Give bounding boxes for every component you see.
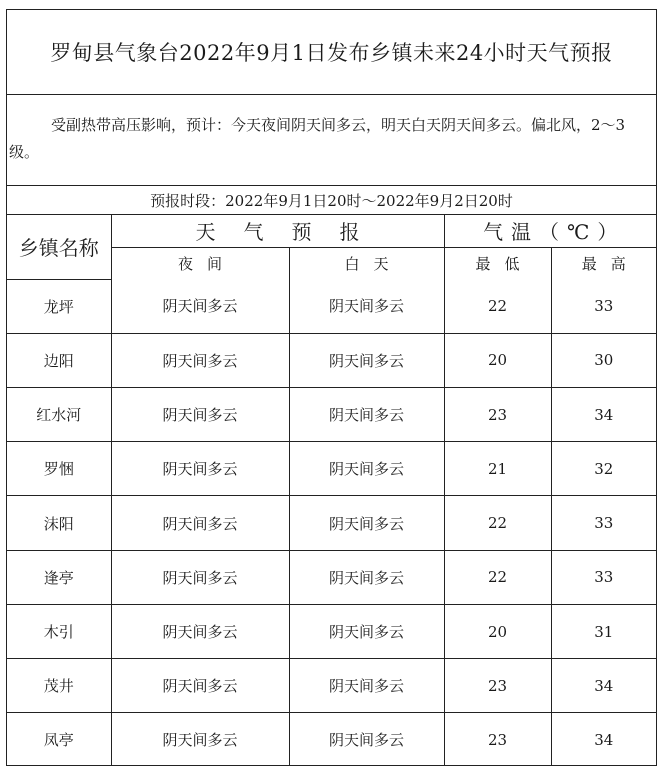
min-temp-cell: 23 <box>444 659 551 713</box>
min-temp-cell: 22 <box>444 496 551 550</box>
max-temp-cell: 34 <box>551 659 656 713</box>
night-forecast-cell: 阴天间多云 <box>111 550 289 604</box>
night-forecast-cell: 阴天间多云 <box>111 387 289 441</box>
header-temperature-group: 气温（℃） <box>444 214 656 247</box>
min-temp-cell: 21 <box>444 442 551 496</box>
table-row <box>7 279 656 333</box>
table-row <box>7 659 656 713</box>
day-forecast-cell: 阴天间多云 <box>289 387 444 441</box>
day-forecast-cell: 阴天间多云 <box>289 550 444 604</box>
forecast-table <box>7 214 656 766</box>
divider <box>7 94 656 95</box>
min-temp-cell: 23 <box>444 387 551 441</box>
night-forecast-cell: 阴天间多云 <box>111 713 289 766</box>
header-forecast-group: 天气预报 <box>111 214 444 247</box>
max-temp-cell: 32 <box>551 442 656 496</box>
table-row <box>7 442 656 496</box>
max-temp-cell: 30 <box>551 333 656 387</box>
forecast-summary: 受副热带高压影响，预计：今天夜间阴天间多云，明天白天阴天间多云。偏北风，2～3级。 <box>9 116 626 161</box>
town-cell: 凤亭 <box>7 713 111 766</box>
min-temp-cell: 20 <box>444 604 551 658</box>
town-cell: 红水河 <box>7 387 111 441</box>
day-forecast-cell: 阴天间多云 <box>289 496 444 550</box>
forecast-period: 预报时段：2022年9月1日20时～2022年9月2日20时 <box>150 191 513 210</box>
min-temp-cell: 22 <box>444 550 551 604</box>
max-temp-cell: 31 <box>551 604 656 658</box>
page-title: 罗甸县气象台2022年9月1日发布乡镇未来24小时天气预报 <box>50 41 613 65</box>
table-row <box>7 333 656 387</box>
table-row <box>7 713 656 766</box>
day-forecast-cell: 阴天间多云 <box>289 279 444 333</box>
table-row <box>7 604 656 658</box>
max-temp-cell: 33 <box>551 550 656 604</box>
table-row <box>7 496 656 550</box>
header-day: 白天 <box>289 247 444 279</box>
day-forecast-cell: 阴天间多云 <box>289 604 444 658</box>
day-forecast-cell: 阴天间多云 <box>289 659 444 713</box>
town-cell: 茂井 <box>7 659 111 713</box>
day-forecast-cell: 阴天间多云 <box>289 333 444 387</box>
night-forecast-cell: 阴天间多云 <box>111 659 289 713</box>
min-temp-cell: 22 <box>444 279 551 333</box>
town-cell: 罗悃 <box>7 442 111 496</box>
min-temp-cell: 23 <box>444 713 551 766</box>
header-min-temp: 最低 <box>444 247 551 279</box>
max-temp-cell: 33 <box>551 496 656 550</box>
town-cell: 龙坪 <box>7 279 111 333</box>
night-forecast-cell: 阴天间多云 <box>111 442 289 496</box>
header-night: 夜间 <box>111 247 289 279</box>
max-temp-cell: 34 <box>551 713 656 766</box>
town-cell: 木引 <box>7 604 111 658</box>
day-forecast-cell: 阴天间多云 <box>289 442 444 496</box>
town-cell: 逢亭 <box>7 550 111 604</box>
night-forecast-cell: 阴天间多云 <box>111 604 289 658</box>
day-forecast-cell: 阴天间多云 <box>289 713 444 766</box>
header-max-temp: 最高 <box>551 247 656 279</box>
min-temp-cell: 20 <box>444 333 551 387</box>
night-forecast-cell: 阴天间多云 <box>111 496 289 550</box>
forecast-sheet <box>6 9 657 766</box>
night-forecast-cell: 阴天间多云 <box>111 279 289 333</box>
town-cell: 边阳 <box>7 333 111 387</box>
table-row <box>7 550 656 604</box>
table-row <box>7 387 656 441</box>
max-temp-cell: 34 <box>551 387 656 441</box>
header-town: 乡镇名称 <box>7 214 111 279</box>
town-cell: 沫阳 <box>7 496 111 550</box>
max-temp-cell: 33 <box>551 279 656 333</box>
night-forecast-cell: 阴天间多云 <box>111 333 289 387</box>
